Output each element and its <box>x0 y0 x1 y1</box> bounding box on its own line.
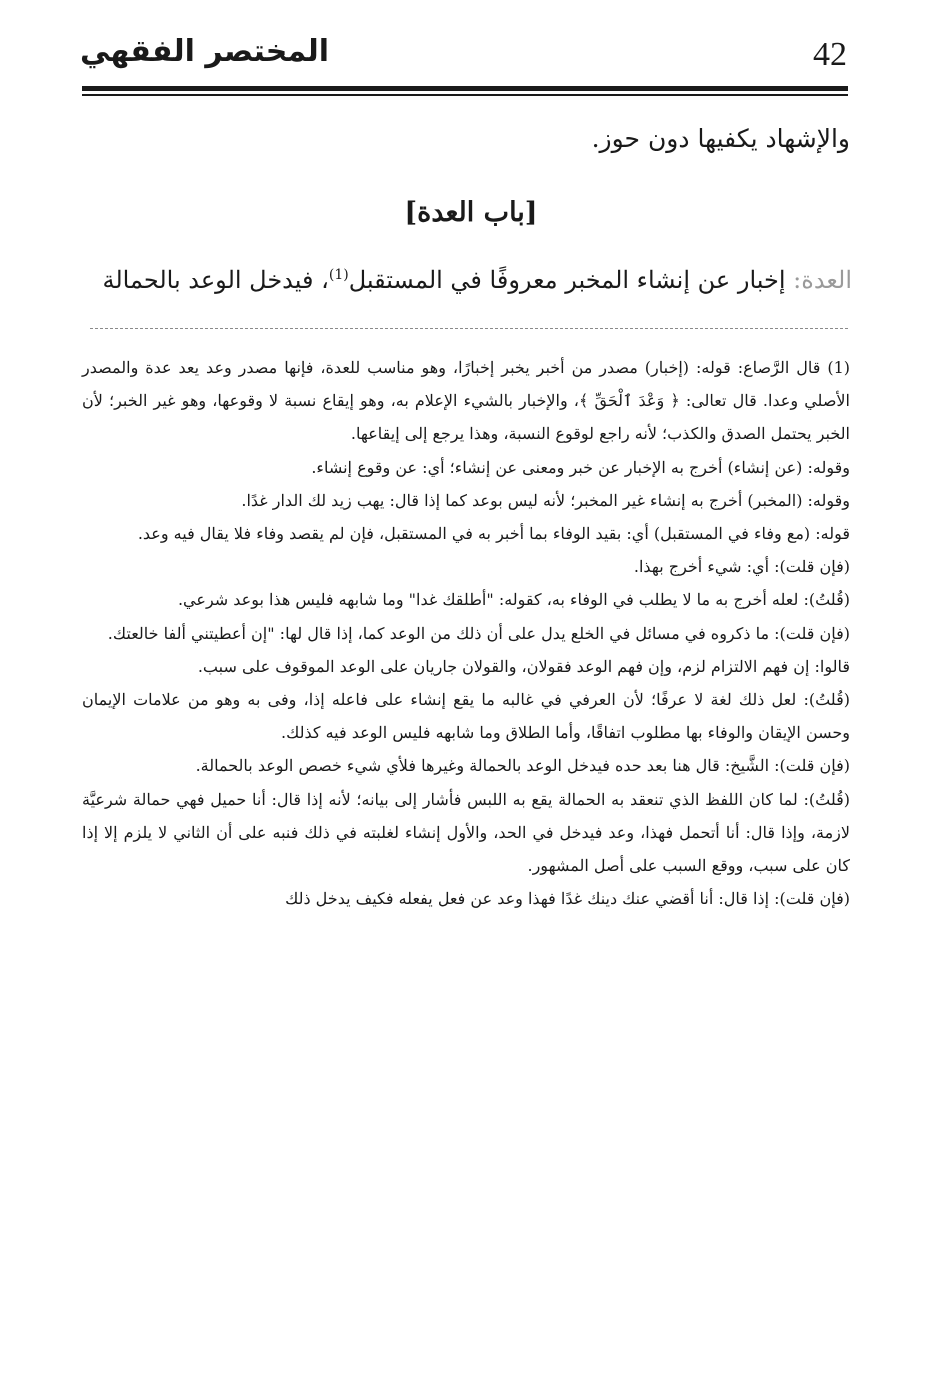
footnote-paragraph: (فإن قلت): إذا قال: أنا أقضي عنك دينك غدًا فهذا وعد عن فعل يفعله فكيف يدخل ذلك <box>285 889 850 909</box>
definition-text: إخبار عن إنشاء المخبر معروفًا في المستقبل <box>348 266 786 294</box>
footnote-paragraph: (1) قال الرَّصاع: قوله: (إخبار) مصدر من أخبر يخبر إخبارًا، وهو مناسب للعدة، فإنها مصدر وعد يعد عدة والمصدر الأصلي وعدا. قال تعالى: ﴿ وَعْدَ ٱلْحَقِّ ﴾، والإخبار بالشيء الإعلام به، وهو إيقاع نسبة لا وقوعها، وهو غير الخبر؛ لأن الخبر يحتمل الصدق والكذب؛ لأنه راجع لوقوع النسبة، وهذا يرجع إلى إيقاعها. <box>82 358 850 444</box>
footnote-paragraph: (فإن قلت): أي: شيء أخرج بهذا. <box>633 557 850 577</box>
footnote-paragraph: (فإن قلت): ما ذكروه في مسائل في الخلع يدل على أن ذلك من الوعد كما، إذا قال لها: "إن أعطيتني ألفا خالعتك. <box>107 623 850 643</box>
definition-continuation: ، فيدخل الوعد بالحمالة <box>102 266 329 294</box>
footnote-paragraph: وقوله: (عن إنشاء) أخرج به الإخبار عن خبر ومعنى عن إنشاء؛ أي: عن وقوع إنشاء. <box>311 457 850 477</box>
page-number: 42 <box>813 36 847 73</box>
header-rule-thick <box>82 86 848 91</box>
footnote-paragraph: (قُلتُ): لما كان اللفظ الذي تنعقد به الحمالة يقع به اللبس فأشار إلى بيانه؛ لأنه إذا قال: أنا حميل فهي حمالة شرعيَّة لازمة، وإذا قال: أنا أتحمل فهذا، وعد فيدخل في الحد، والأول إنشاء لغلبته في ذلك فنبه على أن الثاني لا يلزم إلا إذا كان على سبب، ووقع السبب على أصل المشهور. <box>82 789 850 876</box>
book-title: المختصر الفقهي <box>80 34 330 69</box>
footnote-marker: (1) <box>328 267 349 283</box>
footnote-paragraph: قالوا: إن فهم الالتزام لزم، وإن فهم الوعد فقولان، والقولان جاريان على الوعد الموقوف على سبب. <box>197 656 850 676</box>
definition-term: العدة: <box>793 266 852 294</box>
chapter-heading: [باب العدة] <box>404 197 538 228</box>
footnote-paragraph: (قُلتُ): لعل ذلك لغة لا عرفًا؛ لأن العرفي في غالبه ما يقع إنشاء على فاعله إذا، وفى به وهو من علامات الإيمان وحسن الإيقان والوفاء بها مطلوب اتفاقًا، وأما الطلاق وما شابهه فليس الوعد فيه كذلك. <box>82 690 850 743</box>
footnote-divider <box>90 328 848 329</box>
definition-paragraph <box>82 255 852 300</box>
footnotes-section <box>82 351 850 915</box>
footnote-paragraph: (فإن قلت): الشَّيخ: قال هنا بعد حده فيدخل الوعد بالحمالة وغيرها فلأي شيء خصص الوعد بالحمالة. <box>195 756 850 776</box>
footnote-paragraph: وقوله: (المخبر) أخرج به إنشاء غير المخبر؛ لأنه ليس بوعد كما إذا قال: يهب زيد لك الدار غدًا. <box>241 490 850 510</box>
footnote-paragraph: قوله: (مع وفاء في المستقبل) أي: بقيد الوفاء بما أخبر به في المستقبل، فإن لم يقصد وفاء فلا يقال فيه وعد. <box>137 524 850 544</box>
header-rule-thin <box>82 94 848 96</box>
intro-line: والإشهاد يكفيها دون حوز. <box>591 124 850 153</box>
footnote-paragraph: (قُلتُ): لعله أخرج به ما لا يطلب في الوفاء به، كقوله: "أطلقك غدا" وما شابهه فليس هذا بوعد شرعي. <box>177 590 850 610</box>
